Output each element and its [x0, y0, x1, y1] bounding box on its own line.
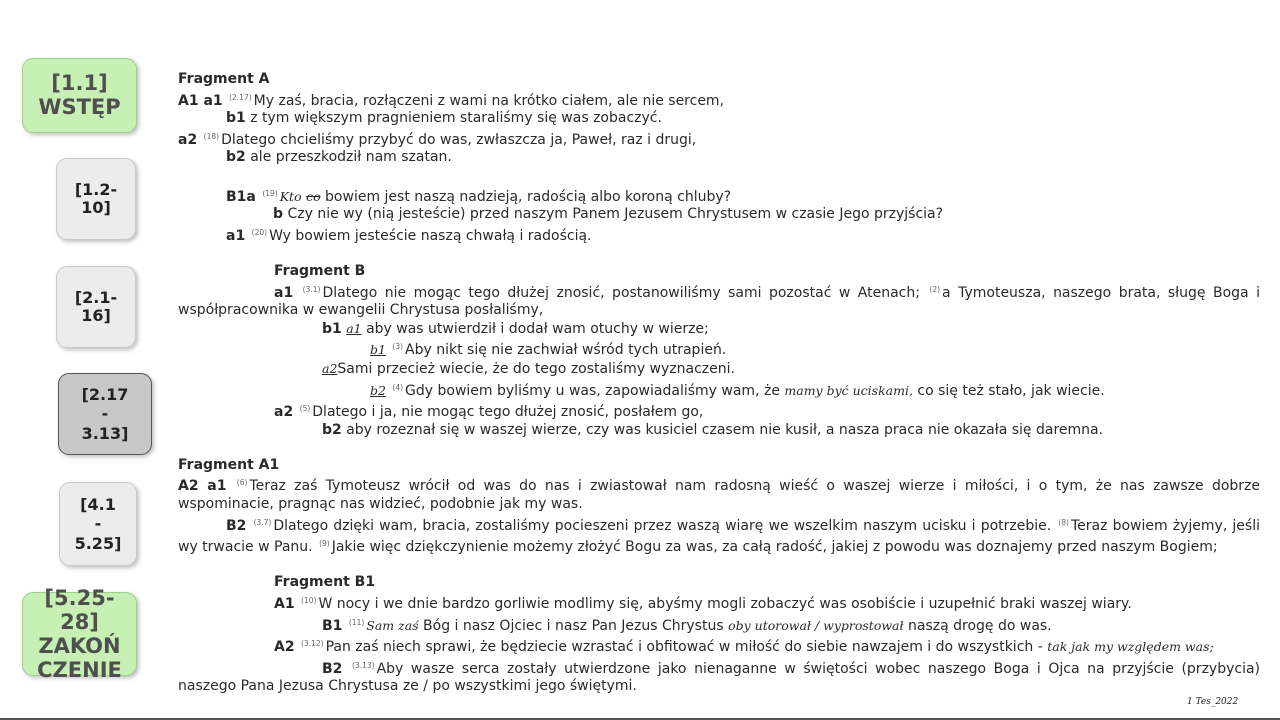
- verse-marker: B2: [226, 517, 247, 534]
- verse-line: [178, 657, 1260, 696]
- verse-line: [178, 400, 1260, 422]
- spacer: [178, 439, 1260, 457]
- verse-marker: B1: [322, 617, 343, 634]
- nav-button-2-1-16[interactable]: [56, 266, 136, 348]
- verse-marker: B1a: [226, 188, 256, 205]
- verse-text: Bóg i nasz Ojciec i nasz Pan Jezus Chrystus: [423, 617, 724, 634]
- verse-text: aby rozeznał się w waszej wierze, czy was kusiciel czasem nie kusił, a nasza praca nie okazała się daremna.: [346, 421, 1104, 438]
- verse-text: Aby nikt się nie zachwiał wśród tych utrapień.: [405, 342, 727, 359]
- nav-label: 10]: [81, 198, 111, 217]
- verse-marker: a1: [226, 227, 246, 244]
- verse-text: Jakie więc dziękczynienie możemy złożyć Bogu za was, za całą radość, jakiej z powodu was doznajemy przed naszym Bogiem;: [331, 539, 1218, 556]
- document-body: [178, 71, 1260, 696]
- verse-number: (9): [319, 539, 330, 549]
- verse-number: (6): [236, 478, 248, 488]
- underlined-marker: b2: [370, 382, 386, 398]
- italic-text: oby utorował / wyprostował: [728, 617, 904, 633]
- nav-label: ZAKOŃ: [38, 634, 121, 658]
- verse-text: co się też stało, jak wiecie.: [917, 382, 1105, 399]
- verse-text: Teraz zaś Tymoteusz wrócił od was do nas i zwiastował nam radosną wieść o waszej wierze i miłości, i o tym, że nas zawsze dobrze wspominacie, pragnąc nas widzieć, podobnie jak my was.: [178, 478, 1261, 513]
- verse-text: aby was utwierdził i dodał wam otuchy w wierze;: [366, 320, 709, 337]
- nav-label: 16]: [81, 306, 111, 325]
- nav-button-zakonczenie[interactable]: [22, 585, 137, 683]
- verse-line: [178, 514, 1260, 557]
- verse-line: [178, 224, 1260, 246]
- verse-line: [178, 281, 1260, 320]
- verse-text: Czy nie wy (nią jesteście) przed naszym Panem Jezusem Chrystusem w czasie Jego przyjścia?: [287, 206, 944, 223]
- verse-number: (2.17): [229, 92, 252, 102]
- verse-number: (11): [348, 617, 365, 627]
- nav-label: 28]: [60, 609, 99, 634]
- verse-number: (2): [929, 284, 941, 294]
- verse-marker: a1: [274, 284, 294, 301]
- verse-text: naszą drogę do was.: [908, 617, 1052, 634]
- nav-label: 5.25]: [74, 533, 122, 553]
- verse-text: Dlatego dzięki wam, bracia, zostaliśmy pocieszeni przez waszą wiarę we wszelkim naszym ucisku i potrzebie.: [273, 517, 1052, 534]
- verse-text: ale przeszkodził nam szatan.: [250, 149, 452, 166]
- verse-line: [178, 89, 1260, 111]
- verse-marker: B2: [322, 660, 343, 677]
- verse-text: Pan zaś niech sprawi, że będziecie wzrastać i obfitować w miłość do siebie nawzajem i do wszystkich -: [325, 639, 1043, 656]
- nav-label: [1.1]: [51, 70, 108, 95]
- verse-text: Dlatego chcieliśmy przybyć do was, zwłaszcza ja, Paweł, raz i drugi,: [221, 131, 697, 148]
- verse-text: W nocy i we dnie bardzo gorliwie modlimy się, abyśmy mogli zobaczyć was osobiście i uzupełnić braki waszej wiary.: [318, 596, 1132, 613]
- verse-line: [178, 635, 1260, 657]
- verse-text: że: [763, 382, 780, 399]
- italic-text: Sam zaś: [366, 617, 419, 633]
- nav-label: [4.1: [80, 495, 116, 515]
- verse-line: [178, 614, 1260, 636]
- footer-label: 1 Tes_2022: [1187, 697, 1239, 707]
- verse-number: (3.12): [301, 639, 324, 649]
- spacer: [178, 557, 1260, 575]
- verse-marker: A1 a1: [178, 92, 223, 109]
- underlined-marker: a1: [346, 320, 362, 336]
- verse-line: [178, 474, 1260, 513]
- fragment-heading: Fragment A1: [178, 456, 280, 473]
- verse-text: Aby wasze serca zostały utwierdzone jako nienaganne w świętości wobec naszego Boga i Ojca na przyjście (przybycia) naszego Pana Jezusa Chrystusa ze / po wszystkimi jego świętymi.: [178, 660, 1260, 695]
- nav-label: -: [101, 404, 109, 424]
- nav-button-wstep[interactable]: [22, 58, 137, 133]
- verse-line: [178, 206, 1260, 224]
- verse-line: [178, 149, 1260, 167]
- verse-marker: b1: [322, 320, 342, 337]
- verse-number: (4): [392, 382, 404, 392]
- verse-marker: A2 a1: [178, 478, 227, 495]
- verse-marker: b2: [226, 149, 246, 166]
- verse-text: Gdy bowiem byliśmy u was, zapowiadaliśmy wam,: [405, 382, 760, 399]
- underlined-marker: b1: [370, 342, 386, 358]
- verse-line: [178, 422, 1260, 440]
- verse-line: [178, 320, 1260, 339]
- struck-text: co: [306, 188, 321, 204]
- nav-button-4-1-5-25[interactable]: [59, 482, 137, 566]
- fragment-heading: Fragment B1: [274, 574, 376, 591]
- verse-marker: b: [273, 206, 284, 223]
- verse-text: z tym większym pragnieniem staraliśmy się was zobaczyć.: [250, 110, 662, 127]
- verse-text: Dlatego i ja, nie mogąc tego dłużej znosić, posłałem go,: [312, 404, 704, 421]
- verse-line: [178, 185, 1260, 207]
- verse-number: (3.13): [352, 660, 375, 670]
- verse-text: Sami przecież wiecie, że do tego zostaliśmy wyznaczeni.: [337, 360, 735, 377]
- verse-number: (3): [392, 342, 404, 352]
- verse-number: (20): [251, 227, 268, 237]
- verse-line: [178, 592, 1260, 614]
- verse-line: [178, 360, 1260, 379]
- italic-text: mamy być uciskami,: [784, 382, 913, 398]
- nav-label: CZENIE: [37, 658, 122, 683]
- fragment-heading: Fragment A: [178, 71, 270, 87]
- verse-number: (18): [203, 131, 220, 141]
- verse-text: a Tymoteusza, naszego brata, sługę Boga i współpracownika w ewangelii Chrystusa posłaliśmy,: [178, 284, 1260, 319]
- fragment-heading: Fragment B: [274, 262, 366, 279]
- verse-marker: a2: [274, 404, 294, 421]
- nav-label: WSTĘP: [38, 94, 121, 119]
- verse-line: [178, 338, 1260, 360]
- verse-marker: b2: [322, 421, 342, 438]
- verse-text: Teraz bowiem żyjemy, jeśli wy trwacie w Panu.: [178, 517, 1260, 556]
- verse-text: My zaś, bracia, rozłączeni z wami na krótko ciałem, ale nie sercem,: [253, 92, 725, 109]
- verse-marker: A1: [274, 596, 295, 613]
- verse-line: [178, 128, 1260, 150]
- spacer: [178, 245, 1260, 263]
- verse-marker: b1: [226, 110, 246, 127]
- verse-number: (19): [262, 188, 278, 198]
- spacer: [178, 167, 1260, 185]
- verse-text: Dlatego nie mogąc tego dłużej znosić, postanowiliśmy sami pozostać w Atenach;: [322, 284, 920, 301]
- nav-label: -: [94, 514, 102, 534]
- verse-line: [178, 110, 1260, 128]
- nav-label: 3.13]: [81, 423, 129, 443]
- underlined-marker: a2: [322, 360, 338, 376]
- verse-number: (3.1): [302, 284, 321, 294]
- italic-text: Kto: [279, 188, 302, 204]
- nav-label: [5.25-: [44, 585, 115, 610]
- verse-marker: a2: [178, 131, 198, 148]
- verse-number: (3.7): [253, 517, 272, 527]
- verse-number: (8): [1058, 517, 1069, 527]
- italic-text: tak jak my względem was;: [1047, 639, 1214, 655]
- nav-button-1-2-10[interactable]: [56, 158, 136, 240]
- nav-label: [1.2-: [74, 180, 118, 200]
- verse-number: (10): [301, 596, 317, 606]
- nav-label: [2.1-: [74, 288, 118, 308]
- nav-label: [2.17: [81, 385, 129, 405]
- verse-marker: A2: [274, 639, 295, 656]
- verse-line: [178, 379, 1260, 401]
- verse-text: bowiem jest naszą nadzieją, radością albo koroną chluby?: [325, 188, 732, 205]
- verse-text: Wy bowiem jesteście naszą chwałą i radością.: [269, 227, 592, 244]
- verse-number: (5): [299, 404, 311, 414]
- nav-button-2-17-3-13[interactable]: [58, 373, 152, 455]
